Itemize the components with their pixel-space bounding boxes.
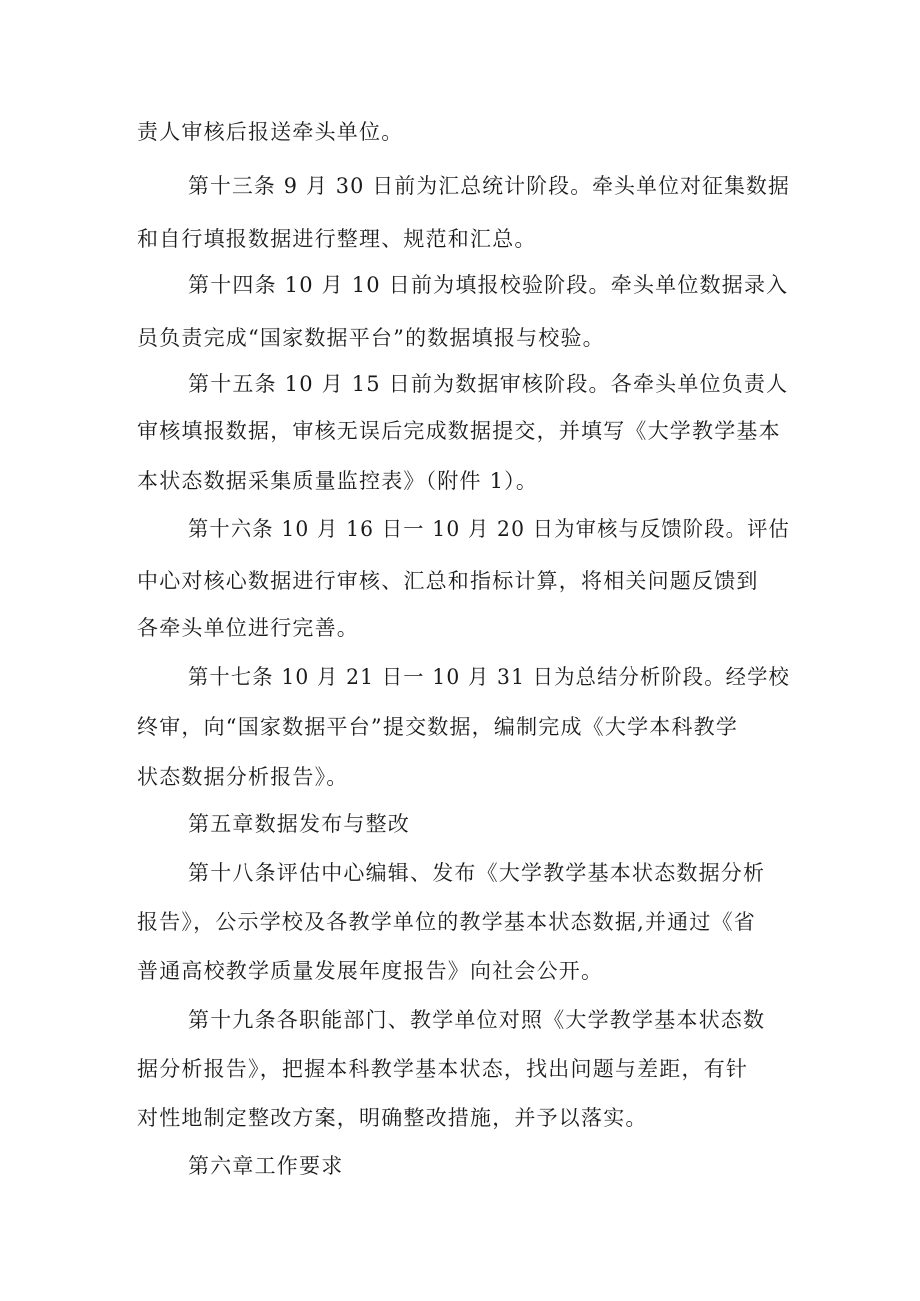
text-line [0, 906, 920, 938]
line-text: 据分析报告》，把握本科教学基本状态，找出问题与差距，有针 [137, 1057, 749, 1081]
line-text: 各牵头单位进行完善。 [137, 616, 359, 640]
line-text: 中心对核心数据进行审核、汇总和指标计算，将相关问题反馈到 [137, 569, 759, 593]
text-line [0, 415, 920, 447]
text-line [0, 269, 920, 301]
text-line [0, 223, 920, 255]
text-line [0, 857, 920, 889]
line-text: 和自行填报数据进行整理、规范和汇总。 [137, 227, 537, 251]
text-line [0, 513, 920, 545]
line-text: 报告》，公示学校及各教学单位的教学基本状态数据,并通过《省 [137, 910, 756, 934]
line-text: 终审，向“国家数据平台”提交数据，编制完成《大学本科教学 [137, 715, 739, 739]
line-text: 第五章数据发布与整改 [188, 812, 410, 836]
text-line [0, 1053, 920, 1085]
line-text: 第十六条 10 月 16 日一 10 月 20 日为审核与反馈阶段。评估 [188, 517, 790, 541]
text-line [0, 565, 920, 597]
text-line [0, 116, 920, 148]
chapter-heading [0, 808, 920, 840]
line-text: 状态数据分析报告》。 [137, 765, 349, 789]
line-text: 对性地制定整改方案，明确整改措施，并予以落实。 [137, 1106, 648, 1130]
line-text: 第十四条 10 月 10 日前为填报校验阶段。牵头单位数据录入 [188, 273, 789, 297]
text-line [0, 955, 920, 987]
line-text: 普通高校教学质量发展年度报告》向社会公开。 [137, 959, 604, 983]
chapter-heading [0, 1150, 920, 1182]
text-line [0, 661, 920, 693]
text-line [0, 761, 920, 793]
text-line [0, 711, 920, 743]
text-line [0, 322, 920, 354]
text-line [0, 465, 920, 497]
line-text: 第十七条 10 月 21 日一 10 月 31 日为总结分析阶段。经学校 [188, 665, 790, 689]
line-text: 第十三条 9 月 30 日前为汇总统计阶段。牵头单位对征集数据 [188, 174, 791, 198]
text-line [0, 1004, 920, 1036]
text-line [0, 170, 920, 202]
line-text: 本状态数据采集质量监控表》（附件 1）。 [137, 469, 539, 493]
line-text: 审核填报数据，审核无误后完成数据提交，并填写《大学教学基本 [137, 419, 781, 443]
line-text: 第六章工作要求 [188, 1154, 344, 1178]
line-text: 责人审核后报送牵头单位。 [137, 120, 404, 144]
line-text: 员负责完成“国家数据平台”的数据填报与校验。 [137, 326, 605, 350]
line-text: 第十九条各职能部门、教学单位对照《大学教学基本状态数 [188, 1008, 766, 1032]
line-text: 第十五条 10 月 15 日前为数据审核阶段。各牵头单位负责人 [188, 372, 789, 396]
line-text: 第十八条评估中心编辑、发布《大学教学基本状态数据分析 [188, 861, 766, 885]
text-line [0, 1102, 920, 1134]
text-line [0, 612, 920, 644]
text-line [0, 368, 920, 400]
